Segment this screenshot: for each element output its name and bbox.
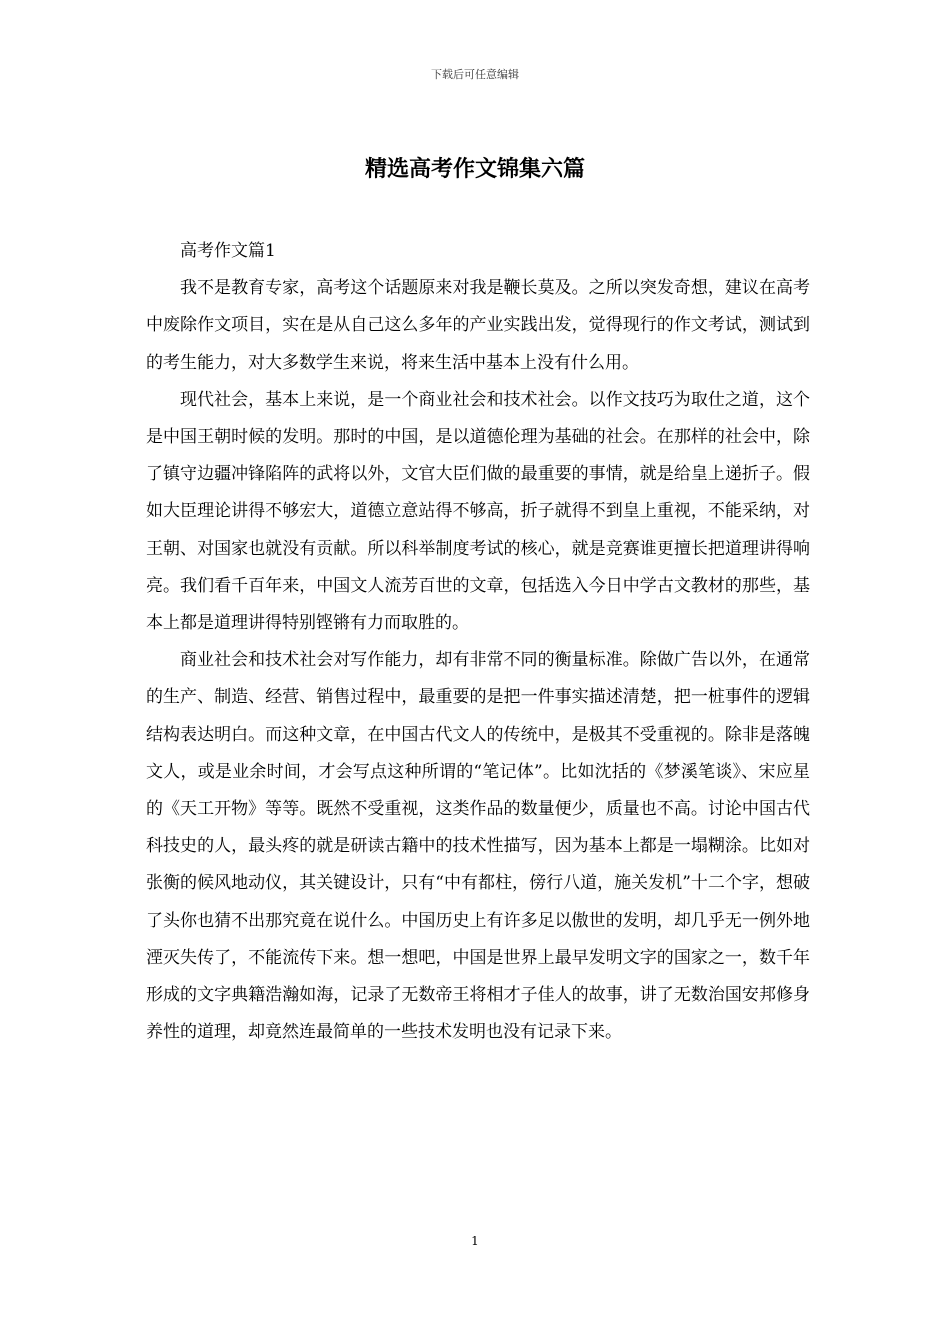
document-title: 精选高考作文锦集六篇 [364,156,585,182]
paragraph-1: 我不是教育专家，高考这个话题原来对我是鞭长莫及。之所以突发奇想，建议在高考中废除作文项目，实在是从自己这么多年的产业实践出发，觉得现行的作文考试，测试到的考生能力，对大多数学生来说，将来生活中基本上没有什么用。 [146,278,810,373]
document-body [146,233,810,1051]
paragraph-3: 商业社会和技术社会对写作能力，却有非常不同的衡量标准。除做广告以外，在通常的生产、制造、经营、销售过程中，最重要的是把一件事实描述清楚，把一桩事件的逻辑结构表达明白。而这种文章，在中国古代文人的传统中，是极其不受重视的。除非是落魄文人，或是业余时间，才会写点这种所谓的“笔记体”。比如沈括的《梦溪笔谈》、宋应星的《天工开物》等等。既然不受重视，这类作品的数量便少，质量也不高。讨论中国古代科技史的人，最头疼的就是研读古籍中的技术性描写，因为基本上都是一塌糊涂。比如对张衡的候风地动仪，其关键设计，只有“中有都柱，傍行八道，施关发机”十二个字，想破了头你也猜不出那究竟在说什么。中国历史上有许多足以傲世的发明，却几乎无一例外地湮灭失传了，不能流传下来。想一想吧，中国是世界上最早发明文字的国家之一，数千年形成的文字典籍浩瀚如海，记录了无数帝王将相才子佳人的故事，讲了无数治国安邦修身养性的道理，却竟然连最简单的一些技术发明也没有记录下来。 [146,650,810,1043]
paragraph-2: 现代社会，基本上来说，是一个商业社会和技术社会。以作文技巧为取仕之道，这个是中国王朝时候的发明。那时的中国，是以道德伦理为基础的社会。在那样的社会中，除了镇守边疆冲锋陷阵的武将以外，文官大臣们做的最重要的事情，就是给皇上递折子。假如大臣理论讲得不够宏大，道德立意站得不够高，折子就得不到皇上重视，不能采纳，对王朝、对国家也就没有贡献。所以科举制度考试的核心，就是竞赛谁更擅长把道理讲得响亮。我们看千百年来，中国文人流芳百世的文章，包括选入今日中学古文教材的那些，基本上都是道理讲得特别铿锵有力而取胜的。 [146,389,810,634]
page-number: 1 [471,1234,479,1248]
section-heading: 高考作文篇1 [180,241,276,261]
header-note: 下载后可任意编辑 [431,68,519,81]
